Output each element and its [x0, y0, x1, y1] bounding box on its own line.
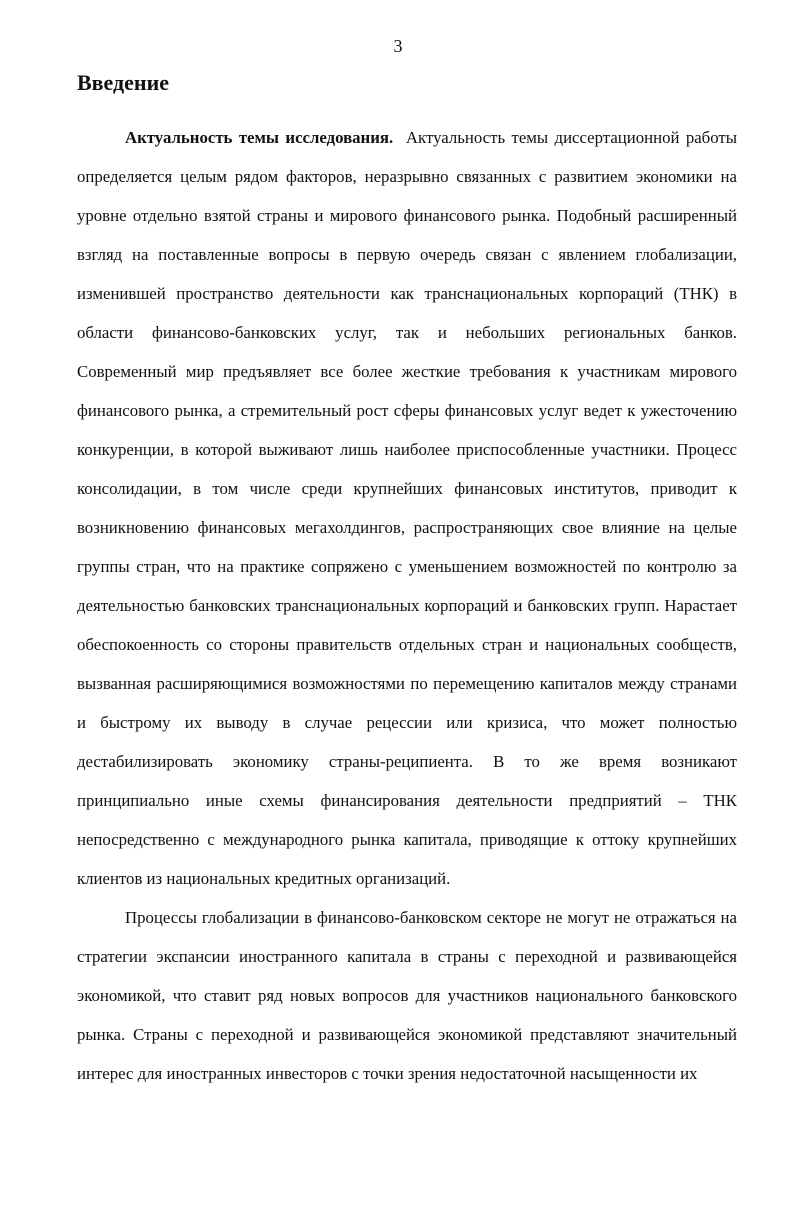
paragraph-lead: Актуальность темы исследования.	[125, 128, 394, 147]
paragraph-text: Процессы глобализации в финансово-банковском секторе не могут не отражаться на стратегии экспансии иностранного капитала в страны с переходной и развивающейся экономикой, что ставит ряд новых вопросов для участников национального банковского рынка. Страны с переходной и развивающейся экономикой представляют значительный интерес для иностранных инвесторов с точки зрения недостаточной насыщенности их	[77, 908, 737, 1083]
page-number: 3	[393, 36, 403, 56]
body-text	[77, 118, 737, 1093]
paragraph-text: Актуальность темы диссертационной работы определяется целым рядом факторов, неразрывно связанных с развитием экономики на уровне отдельно взятой страны и мирового финансового рынка. Подобный расширенный взгляд на поставленные вопросы в первую очередь связан с явлением глобализации, изменившей пространство деятельности как транснациональных корпораций (ТНК) в области финансово-банковских услуг, так и небольших региональных банков. Современный мир предъявляет все более жесткие требования к участникам мирового финансового рынка, а стремительный рост сферы финансовых услуг ведет к ужесточению конкуренции, в которой выживают лишь наиболее приспособленные участники. Процесс консолидации, в том числе среди крупнейших финансовых институтов, приводит к возникновению финансовых мегахолдингов, распространяющих свое влияние на целые группы стран, что на практике сопряжено с уменьшением возможностей по контролю за деятельностью банковских транснациональных корпораций и банковских групп. Нарастает обеспокоенность со стороны правительств отдельных стран и национальных сообществ, вызванная расширяющимися возможностями по перемещению капиталов между странами и быстрому их выводу в случае рецессии или кризиса, что может полностью дестабилизировать экономику страны-реципиента. В то же время возникают принципиально иные схемы финансирования деятельности предприятий – ТНК непосредственно с международного рынка капитала, приводящие к оттоку крупнейших клиентов из национальных кредитных организаций.	[77, 128, 737, 888]
paragraph-2	[77, 898, 737, 1093]
paragraph-1	[77, 118, 737, 898]
section-heading: Введение	[77, 70, 170, 95]
